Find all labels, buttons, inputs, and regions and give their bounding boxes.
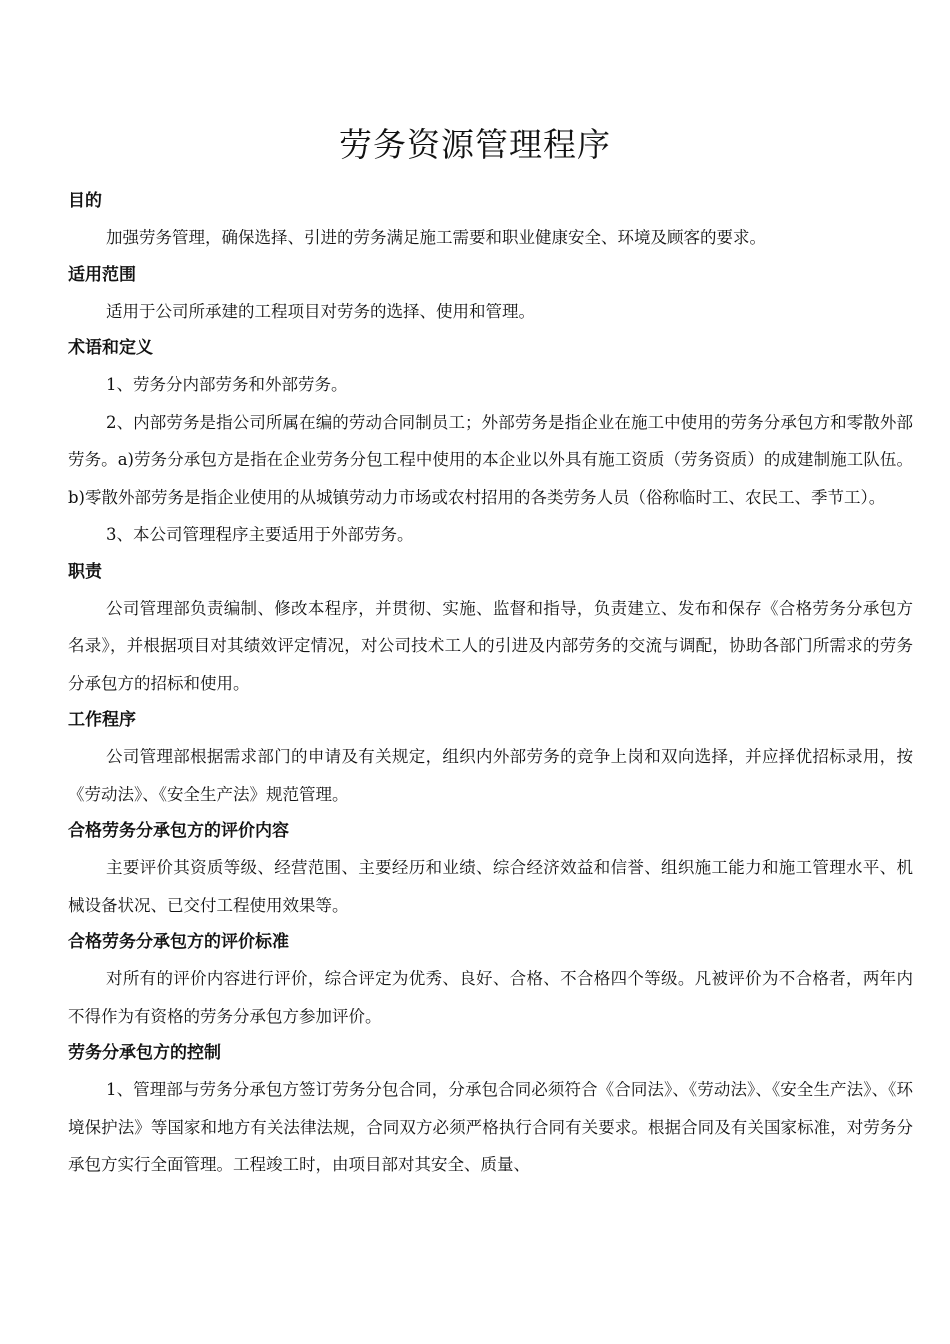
- section-heading: 适用范围: [68, 264, 136, 285]
- section-heading: 合格劳务分承包方的评价标准: [68, 932, 289, 952]
- section-evaluation-standard: [68, 928, 913, 1035]
- paragraph: 3、本公司管理程序主要适用于外部劳务。: [106, 525, 414, 544]
- section-subcontractor-control: [68, 1039, 913, 1184]
- document-title: 劳务资源管理程序: [339, 125, 611, 164]
- paragraph: 加强劳务管理，确保选择、引进的劳务满足施工需要和职业健康安全、环境及顾客的要求。: [106, 228, 766, 247]
- section-heading: 合格劳务分承包方的评价内容: [68, 821, 289, 841]
- section-heading: 劳务分承包方的控制: [68, 1043, 221, 1063]
- section-evaluation-content: [68, 817, 913, 924]
- section-terms-definitions: [68, 334, 913, 554]
- section-heading: 术语和定义: [68, 338, 153, 358]
- paragraph: 1、管理部与劳务分承包方签订劳务分包合同，分承包合同必须符合《合同法》、《劳动法》、《安全生产法》、《环境保护法》等国家和地方有关法律法规，合同双方必须严格执行合同有关要求。根据合同及有关国家标准，对劳务分承包方实行全面管理。工程竣工时，由项目部对其安全、质量、: [68, 1080, 913, 1174]
- paragraph: 主要评价其资质等级、经营范围、主要经历和业绩、综合经济效益和信誉、组织施工能力和施工管理水平、机械设备状况、已交付工程使用效果等。: [68, 858, 913, 915]
- section-scope: [68, 261, 913, 331]
- section-work-procedure: [68, 706, 913, 813]
- paragraph: 公司管理部负责编制、修改本程序，并贯彻、实施、监督和指导，负责建立、发布和保存《合格劳务分承包方名录》，并根据项目对其绩效评定情况，对公司技术工人的引进及内部劳务的交流与调配，协助各部门所需求的劳务分承包方的招标和使用。: [68, 598, 913, 693]
- section-purpose: [68, 187, 913, 257]
- paragraph: 适用于公司所承建的工程项目对劳务的选择、使用和管理。: [106, 301, 535, 321]
- paragraph: 公司管理部根据需求部门的申请及有关规定，组织内外部劳务的竞争上岗和双向选择，并应择优招标录用，按《劳动法》、《安全生产法》规范管理。: [68, 747, 913, 804]
- section-responsibilities: [68, 558, 913, 703]
- document-body: [68, 187, 913, 1188]
- paragraph: 1、劳务分内部劳务和外部劳务。: [106, 375, 348, 394]
- paragraph: 2、内部劳务是指公司所属在编的劳动合同制员工；外部劳务是指企业在施工中使用的劳务分承包方和零散外部劳务。a)劳务分承包方是指在企业劳务分包工程中使用的本企业以外具有施工资质（劳务资质）的成建制施工队伍。b)零散外部劳务是指企业使用的从城镇劳动力市场或农村招用的各类劳务人员（俗称临时工、农民工、季节工）。: [68, 412, 913, 507]
- paragraph: 对所有的评价内容进行评价，综合评定为优秀、良好、合格、不合格四个等级。凡被评价为不合格者，两年内不得作为有资格的劳务分承包方参加评价。: [68, 969, 913, 1026]
- section-heading: 工作程序: [68, 710, 136, 730]
- section-heading: 职责: [68, 561, 102, 582]
- section-heading: 目的: [68, 191, 102, 211]
